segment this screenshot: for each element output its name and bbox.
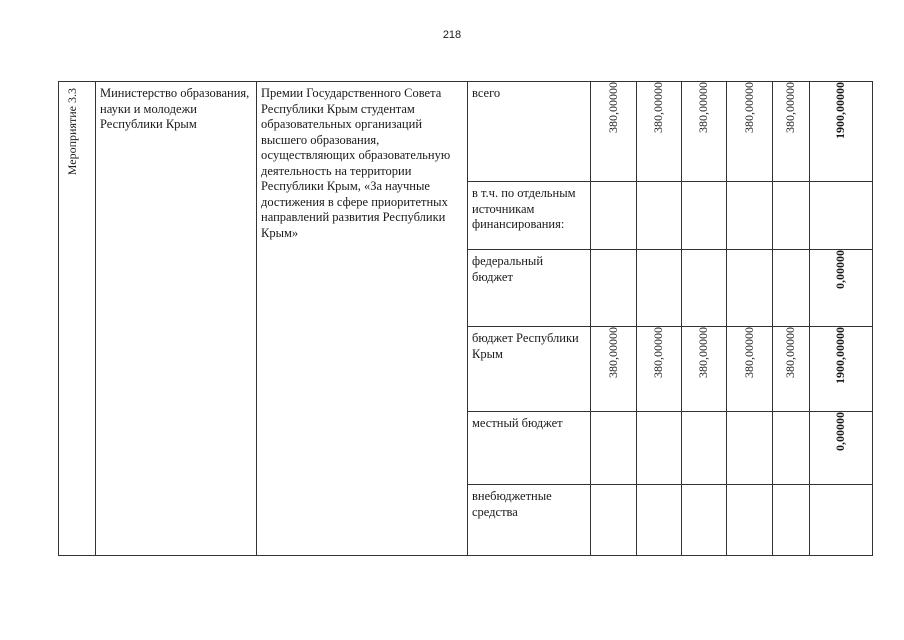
- year-cell: [773, 327, 810, 412]
- source-cell: [468, 82, 591, 182]
- source-label: внебюджетные средства: [472, 489, 552, 519]
- table-body: [59, 82, 873, 556]
- year-cell: [591, 82, 637, 182]
- source-label: всего: [472, 86, 501, 100]
- year-value: 380,00000: [783, 327, 798, 378]
- year-cell: [637, 82, 682, 182]
- year-cell: [727, 412, 773, 485]
- source-label: в т.ч. по отдельным источникам финансирования:: [472, 186, 576, 231]
- table-row: [59, 82, 873, 182]
- year-value: 380,00000: [783, 82, 798, 133]
- year-cell: [773, 485, 810, 556]
- year-cell: [773, 412, 810, 485]
- total-cell: [810, 82, 873, 182]
- year-value: 380,00000: [605, 327, 620, 378]
- event-label: Мероприятие 3.3: [65, 88, 79, 176]
- year-cell: [773, 182, 810, 250]
- measure-cell: [257, 82, 468, 556]
- event-cell: [59, 82, 96, 556]
- year-cell: [682, 182, 727, 250]
- year-value: 380,00000: [651, 82, 666, 133]
- budget-table: [58, 81, 873, 556]
- year-value: 380,00000: [651, 327, 666, 378]
- total-cell: [810, 250, 873, 327]
- total-value: 0,00000: [833, 412, 848, 451]
- year-cell: [591, 485, 637, 556]
- page-number: 218: [442, 29, 462, 41]
- year-cell: [682, 82, 727, 182]
- total-value: 0,00000: [833, 250, 848, 289]
- year-cell: [682, 412, 727, 485]
- year-cell: [727, 182, 773, 250]
- source-label: местный бюджет: [472, 416, 563, 430]
- year-cell: [637, 412, 682, 485]
- source-label: бюджет Республики Крым: [472, 331, 579, 361]
- year-cell: [591, 182, 637, 250]
- year-value: 380,00000: [696, 327, 711, 378]
- year-value: 380,00000: [696, 82, 711, 133]
- year-value: 380,00000: [741, 327, 756, 378]
- year-cell: [727, 327, 773, 412]
- source-cell: [468, 250, 591, 327]
- executor-cell: [96, 82, 257, 556]
- source-cell: [468, 485, 591, 556]
- total-cell: [810, 485, 873, 556]
- year-cell: [637, 327, 682, 412]
- year-cell: [727, 250, 773, 327]
- source-cell: [468, 182, 591, 250]
- source-cell: [468, 327, 591, 412]
- year-cell: [773, 250, 810, 327]
- year-cell: [773, 82, 810, 182]
- total-value: 1900,00000: [833, 327, 848, 384]
- year-cell: [591, 327, 637, 412]
- source-cell: [468, 412, 591, 485]
- measure-text: Премии Государственного Совета Республики Крым студентам образовательных организаций высшего образования, осуществляющих образовательную деятельность на территории Республики Крым, «За научные достижения в сфере приоритетных направлений развития Республики Крым»: [261, 86, 451, 240]
- year-cell: [637, 485, 682, 556]
- year-cell: [637, 182, 682, 250]
- year-value: 380,00000: [605, 82, 620, 133]
- total-cell: [810, 412, 873, 485]
- year-cell: [682, 327, 727, 412]
- total-cell: [810, 327, 873, 412]
- year-cell: [727, 82, 773, 182]
- total-cell: [810, 182, 873, 250]
- year-cell: [682, 250, 727, 327]
- year-value: 380,00000: [741, 82, 756, 133]
- year-cell: [637, 250, 682, 327]
- year-cell: [591, 250, 637, 327]
- source-label: федеральный бюджет: [472, 254, 544, 284]
- total-value: 1900,00000: [833, 82, 848, 139]
- year-cell: [682, 485, 727, 556]
- executor-text: Министерство образования, науки и молодежи Республики Крым: [100, 86, 250, 131]
- year-cell: [727, 485, 773, 556]
- year-cell: [591, 412, 637, 485]
